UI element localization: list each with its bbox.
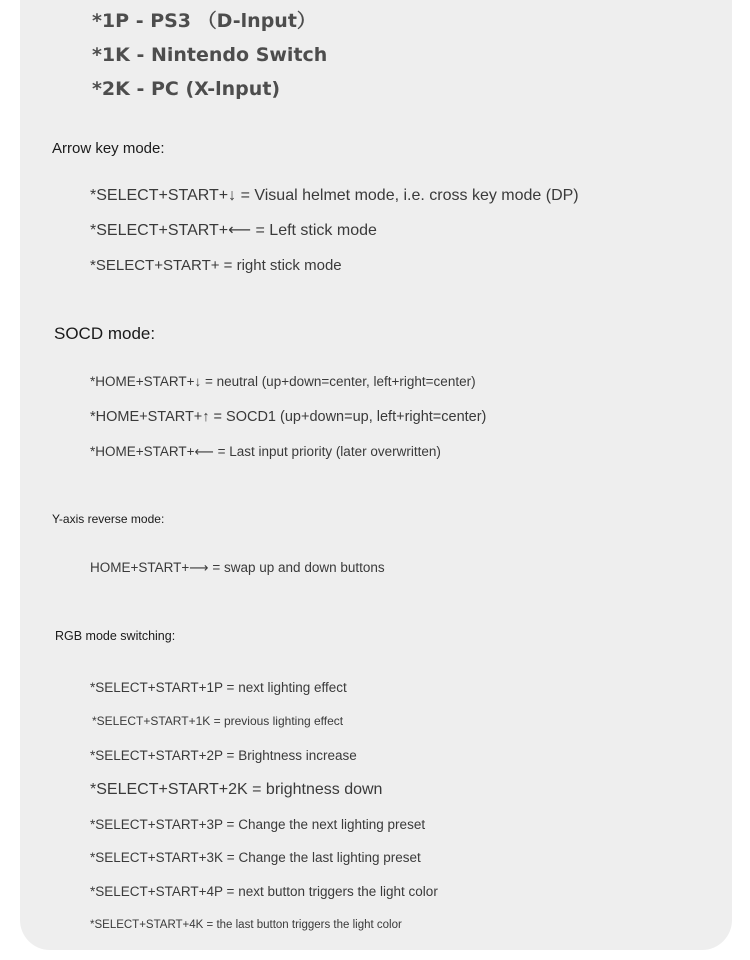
socd-mode-item: *HOME+START+⟵ = Last input priority (later overwritten): [90, 444, 441, 459]
rgb-mode-item: *SELECT+START+4P = next button triggers the light color: [90, 884, 438, 899]
socd-mode-heading: SOCD mode:: [54, 324, 156, 343]
arrow-key-mode-item: *SELECT+START+ = right stick mode: [90, 257, 342, 274]
rgb-mode-item: *SELECT+START+4K = the last button triggers the light color: [90, 919, 402, 931]
rgb-mode-heading: RGB mode switching:: [55, 629, 176, 643]
rgb-mode-item: *SELECT+START+2K = brightness down: [90, 781, 383, 798]
socd-mode-item: *HOME+START+↓ = neutral (up+down=center, left+right=center): [90, 374, 476, 389]
platform-mode-ps3: *1P - PS3 （D-lnput）: [92, 10, 316, 32]
arrow-key-mode-heading: Arrow key mode:: [52, 140, 165, 157]
arrow-key-mode-item: *SELECT+START+⟵ = Left stick mode: [90, 222, 377, 239]
rgb-mode-item: *SELECT+START+2P = Brightness increase: [90, 748, 357, 763]
y-axis-reverse-mode-heading: Y-axis reverse mode:: [52, 512, 165, 526]
arrow-key-mode-item: *SELECT+START+↓ = Visual helmet mode, i.e. cross key mode (DP): [90, 187, 579, 204]
y-axis-reverse-mode-item: HOME+START+⟶ = swap up and down buttons: [90, 560, 385, 575]
socd-mode-item: *HOME+START+↑ = SOCD1 (up+down=up, left+right=center): [90, 409, 487, 425]
rgb-mode-item: *SELECT+START+3K = Change the last lighting preset: [90, 850, 421, 865]
platform-mode-switch: *1K - Nintendo Switch: [92, 44, 328, 66]
rgb-mode-item: *SELECT+START+1P = next lighting effect: [90, 680, 347, 695]
rgb-mode-item: *SELECT+START+1K = previous lighting effect: [92, 714, 344, 728]
platform-mode-pc: *2K - PC (X-lnput): [92, 78, 281, 100]
rgb-mode-item: *SELECT+START+3P = Change the next lighting preset: [90, 817, 426, 832]
